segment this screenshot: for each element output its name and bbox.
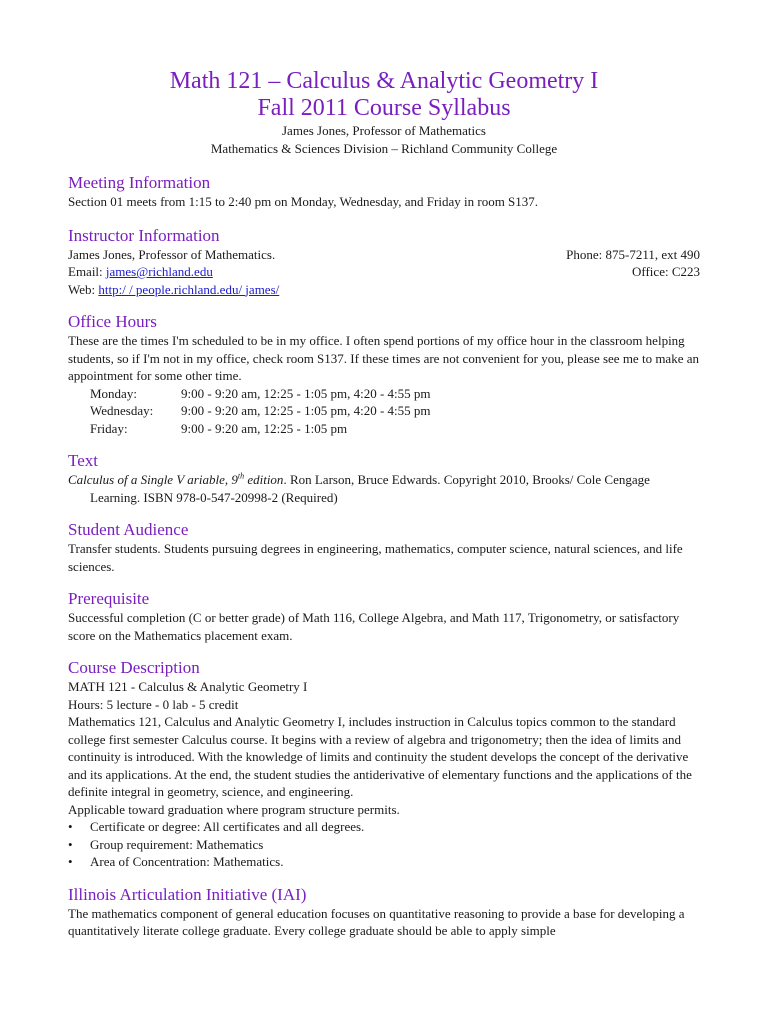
office-hours-friday	[68, 420, 700, 438]
iai-text: The mathematics component of general education focuses on quantitative reasoning to provide a base for developing a quantitatively literate college graduate. Every college graduate should be able to apply simple	[68, 905, 685, 938]
textbook-details: . Ron Larson, Bruce Edwards. Copyright 2010, Brooks/ Cole Cengage Learning. ISBN 978-0-547-20998-2 (Required)	[90, 472, 650, 505]
instructor-row-1	[68, 246, 700, 264]
office-hours-text: These are the times I'm scheduled to be in my office. I often spend portions of my office hour in the classroom helping students, so if I'm not in my office, check room S137. If these times are not convenient for you, please see me to make an appointment for some other time.	[68, 333, 699, 383]
bullet-icon: •	[68, 836, 73, 852]
instructor-heading: Instructor Information	[68, 225, 220, 245]
hours-times: 9:00 - 9:20 am, 12:25 - 1:05 pm, 4:20 - 4:55 pm	[181, 403, 431, 418]
course-hours-line: Hours: 5 lecture - 0 lab - 5 credit	[68, 696, 239, 712]
hours-day: Friday:	[90, 420, 128, 436]
office-hours-monday	[68, 385, 700, 403]
syllabus-content	[68, 68, 700, 940]
syllabus-title: Fall 2011 Course Syllabus	[257, 95, 511, 121]
email-link[interactable]: james@richland.edu	[105, 264, 213, 279]
email-label: Email:	[68, 264, 106, 279]
email-line	[68, 263, 213, 281]
textbook-title	[68, 472, 283, 487]
bullet-text: Group requirement: Mathematics	[90, 836, 264, 852]
web-line	[68, 281, 700, 299]
hours-times: 9:00 - 9:20 am, 12:25 - 1:05 pm	[181, 420, 348, 436]
bullet-text: Certificate or degree: All certificates and all degrees.	[90, 819, 365, 834]
office-hours-heading: Office Hours	[68, 312, 157, 331]
hours-day: Monday:	[90, 385, 137, 401]
hours-day: Wednesday:	[90, 403, 154, 418]
textbook-citation	[68, 471, 700, 506]
edition-superscript: th	[237, 471, 245, 481]
meeting-text: Section 01 meets from 1:15 to 2:40 pm on Monday, Wednesday, and Friday in room S137.	[68, 194, 539, 209]
office-hours-wednesday	[68, 402, 700, 420]
instructor-name: James Jones, Professor of Mathematics.	[68, 246, 276, 262]
bullet-icon: •	[68, 819, 73, 834]
bullet-text: Area of Concentration: Mathematics.	[90, 854, 284, 869]
list-item	[68, 836, 700, 854]
description-bullets	[68, 818, 700, 871]
applicable-line: Applicable toward graduation where program structure permits.	[68, 801, 400, 817]
description-text: Mathematics 121, Calculus and Analytic Geometry I, includes instruction in Calculus topics common to the standard college first semester Calculus course. It begins with a review of algebra and trigonometry; then the idea of limits and continuity is introduced. With the knowledge of limits and continuity the student develops the concept of the derivative and its applications. At the end, the student studies the antiderivative of elementary functions and the applications of the definite integral in geometry, science, and engineering.	[68, 714, 692, 799]
audience-heading: Student Audience	[68, 520, 189, 539]
instructor-row-2	[68, 263, 700, 281]
web-label: Web:	[68, 281, 99, 297]
course-code-line: MATH 121 - Calculus & Analytic Geometry I	[68, 679, 308, 694]
list-item	[68, 853, 700, 871]
audience-text: Transfer students. Students pursuing degrees in engineering, mathematics, computer science, natural sciences, and life sciences.	[68, 541, 683, 574]
instructor-phone: Phone: 875-7211, ext 490	[566, 246, 700, 262]
web-link[interactable]: http:/ / people.richland.edu/ james/	[98, 281, 280, 297]
iai-heading: Illinois Articulation Initiative (IAI)	[68, 884, 307, 904]
textbook-title-text: Calculus of a Single V ariable, 9	[68, 472, 238, 487]
instructor-office: Office: C223	[632, 264, 700, 279]
prerequisite-text: Successful completion (C or better grade) of Math 116, College Algebra, and Math 117, Trigonometry, or satisfactory score on the Mathematics placement exam.	[68, 610, 680, 643]
author-line: James Jones, Professor of Mathematics	[282, 123, 486, 138]
text-heading: Text	[68, 451, 98, 470]
meeting-heading: Meeting Information	[68, 173, 211, 192]
course-title: Math 121 – Calculus & Analytic Geometry I	[169, 68, 599, 94]
edition-word: edition	[244, 472, 284, 487]
division-line: Mathematics & Sciences Division – Richland Community College	[210, 141, 558, 156]
bullet-icon: •	[68, 854, 73, 869]
description-heading: Course Description	[68, 658, 200, 677]
hours-times: 9:00 - 9:20 am, 12:25 - 1:05 pm, 4:20 - 4:55 pm	[181, 385, 431, 401]
prerequisite-heading: Prerequisite	[68, 589, 150, 608]
list-item	[68, 818, 700, 836]
